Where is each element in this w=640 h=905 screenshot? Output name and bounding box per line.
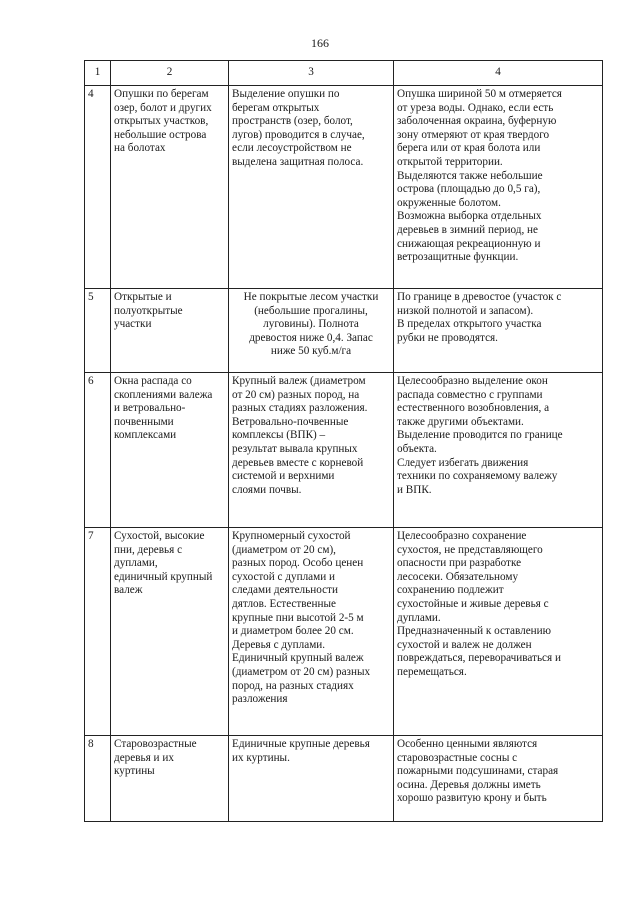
header-cell-1: 1 [85,61,111,86]
object-name: Старовозрастные деревья и их куртины [111,736,229,822]
object-description: Выделение опушки по берегам открытых пространств (озер, болот, лугов) проводится в случае, если лесоустройством не выделена защитная полоса. [229,86,394,289]
object-description: Не покрытые лесом участки (небольшие прогалины, луговины). Полнота древостоя ниже 0,4. Запас ниже 50 куб.м/га [229,289,394,373]
object-description: Единичные крупные деревья их куртины. [229,736,394,822]
object-description: Крупномерный сухостой (диаметром от 20 см), разных пород. Особо ценен сухостой с дуплами и следами деятельности дятлов. Естественные крупные пни высотой 2-5 м и диаметром более 20 см. Деревья с дуплами. Единичный крупный валеж (диаметром от 20 см) разных пород, на разных стадиях разложения [229,528,394,736]
table-row [85,736,603,822]
table-row [85,289,603,373]
row-number: 6 [85,373,111,528]
header-cell-4: 4 [394,61,603,86]
object-note: Целесообразно сохранение сухостоя, не представляющего опасности при разработке лесосеки. Обязательному сохранению подлежит сухостойные и живые деревья с дуплами. Предназначенный к оставлению сухостой и валеж не должен повреждаться, переворачиваться и перемещаться. [394,528,603,736]
header-cell-3: 3 [229,61,394,86]
row-number: 8 [85,736,111,822]
object-note: Особенно ценными являются старовозрастные сосны с пожарными подсушинами, старая осина. Деревья должны иметь хорошо развитую крону и быть [394,736,603,822]
row-number: 5 [85,289,111,373]
table-row [85,373,603,528]
table-header-row [85,61,603,86]
header-cell-2: 2 [111,61,229,86]
table-row [85,528,603,736]
object-name: Открытые и полуоткрытые участки [111,289,229,373]
object-name: Сухостой, высокие пни, деревья с дуплами, единичный крупный валеж [111,528,229,736]
page-number: 166 [311,36,329,50]
object-note: Целесообразно выделение окон распада совместно с группами естественного возобновления, а также другими объектами. Выделение проводится по границе объекта. Следует избегать движения техники по сохраняемому валежу и ВПК. [394,373,603,528]
object-description: Крупный валеж (диаметром от 20 см) разных пород, на разных стадиях разложения. Ветровально-почвенные комплексы (ВПК) – результат вывала крупных деревьев вместе с корневой системой и верхними слоями почвы. [229,373,394,528]
object-note: По границе в древостое (участок с низкой полнотой и запасом). В пределах открытого участка рубки не проводятся. [394,289,603,373]
table-row [85,86,603,289]
row-number: 7 [85,528,111,736]
row-number: 4 [85,86,111,289]
object-name: Опушки по берегам озер, болот и других открытых участков, небольшие острова на болотах [111,86,229,289]
criteria-table [84,60,603,822]
object-name: Окна распада со скоплениями валежа и ветровально- почвенными комплексами [111,373,229,528]
object-note: Опушка шириной 50 м отмеряется от уреза воды. Однако, если есть заболоченная окраина, буферную зону отмеряют от края твердого берега или от края болота или открытой территории. Выделяются также небольшие острова (площадью до 0,5 га), окруженные болотом. Возможна выборка отдельных деревьев в зимний период, не снижающая рекреационную и ветрозащитные функции. [394,86,603,289]
